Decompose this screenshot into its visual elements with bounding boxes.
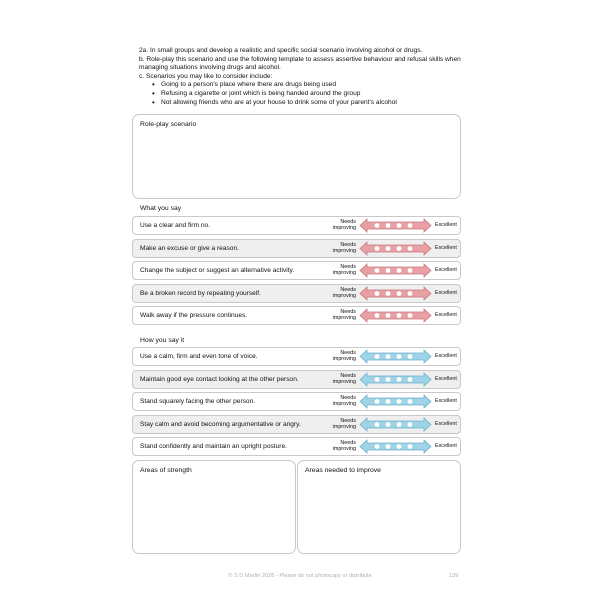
rating-scale-arrow[interactable] (359, 439, 432, 454)
rating-point[interactable] (375, 313, 380, 318)
rating-point[interactable] (408, 399, 413, 404)
rating-point[interactable] (386, 444, 391, 449)
criteria-text: Make an excuse or give a reason. (140, 244, 239, 252)
instruction-b: b. Role-play this scenario and use the following template to assess assertive behaviour and refusal skills when managing situations involving drugs and alcohol. (139, 55, 461, 72)
excellent-label: Excellent (435, 222, 457, 228)
rating-point[interactable] (375, 444, 380, 449)
rating-point[interactable] (408, 291, 413, 296)
rating-point[interactable] (397, 399, 402, 404)
needs-improving-label: Needs improving (332, 286, 356, 299)
criteria-row (132, 437, 461, 456)
rating-point[interactable] (408, 444, 413, 449)
rating-point[interactable] (386, 313, 391, 318)
how-you-say-it-heading: How you say it (140, 337, 185, 344)
rating-scale-arrow[interactable] (359, 286, 432, 301)
scenario-item: • Refusing a cigarette or joint which is being handed around the group (152, 90, 464, 99)
rating-point[interactable] (375, 268, 380, 273)
rating-scale-arrow[interactable] (359, 349, 432, 364)
excellent-label: Excellent (435, 289, 457, 296)
needs-improving-label: Needs improving (332, 350, 356, 363)
criteria-row (132, 370, 461, 389)
rating-point[interactable] (408, 422, 413, 427)
rating-scale-arrow[interactable] (359, 263, 432, 278)
criteria-text: Stay calm and avoid becoming argumentative or angry. (140, 420, 301, 428)
areas-to-improve-label: Areas needed to improve (305, 467, 381, 474)
rating-scale-arrow[interactable] (359, 241, 432, 256)
rating-point[interactable] (397, 377, 402, 382)
criteria-text: Be a broken record by repeating yourself. (140, 289, 261, 297)
areas-to-improve-box[interactable] (297, 460, 461, 554)
excellent-label: Excellent (435, 312, 457, 318)
footer-copyright: © S D Martin 2026 - Please do not photocopy or distribute (228, 573, 372, 579)
rating-point[interactable] (386, 377, 391, 382)
rating-point[interactable] (386, 246, 391, 251)
rating-scale-arrow[interactable] (359, 372, 432, 387)
rating-point[interactable] (375, 354, 380, 359)
needs-improving-label: Needs improving (332, 372, 356, 385)
rating-point[interactable] (408, 313, 413, 318)
excellent-label: Excellent (435, 398, 457, 404)
rating-point[interactable] (397, 354, 402, 359)
rating-point[interactable] (386, 399, 391, 404)
rating-point[interactable] (408, 246, 413, 251)
instructions (139, 47, 464, 107)
criteria-row (132, 261, 461, 280)
rating-point[interactable] (375, 291, 380, 296)
rating-point[interactable] (397, 291, 402, 296)
rating-point[interactable] (375, 422, 380, 427)
criteria-text: Stand confidently and maintain an upright posture. (140, 443, 287, 450)
needs-improving-label: Needs improving (332, 309, 356, 322)
rating-scale-arrow[interactable] (359, 417, 432, 432)
criteria-text: Stand squarely facing the other person. (140, 398, 256, 405)
scenario-list (139, 81, 464, 107)
criteria-text: Use a clear and firm no. (140, 222, 210, 229)
criteria-row (132, 347, 461, 366)
instruction-a: 2a. In small groups and develop a realistic and specific social scenario involving alcohol or drugs. (139, 47, 423, 54)
page-number: 139 (449, 573, 459, 579)
rating-point[interactable] (386, 268, 391, 273)
rating-point[interactable] (375, 223, 380, 228)
rating-point[interactable] (375, 399, 380, 404)
criteria-row (132, 415, 461, 434)
criteria-row (132, 306, 461, 325)
criteria-row (132, 392, 461, 411)
criteria-text: Use a calm, firm and even tone of voice. (140, 353, 258, 360)
criteria-text: Walk away if the pressure continues. (140, 312, 248, 319)
rating-scale-arrow[interactable] (359, 308, 432, 323)
instruction-c: c. Scenarios you may like to consider include: (139, 72, 273, 80)
needs-improving-label: Needs improving (332, 264, 356, 277)
needs-improving-label: Needs improving (332, 395, 356, 408)
needs-improving-label: Needs improving (332, 440, 356, 453)
excellent-label: Excellent (435, 244, 457, 251)
criteria-text: Change the subject or suggest an alternative activity. (140, 267, 295, 274)
criteria-row (132, 216, 461, 235)
rating-scale-arrow[interactable] (359, 394, 432, 409)
what-you-say-heading: What you say (140, 205, 182, 212)
rating-point[interactable] (397, 444, 402, 449)
rating-point[interactable] (397, 246, 402, 251)
excellent-label: Excellent (435, 353, 457, 359)
rating-point[interactable] (397, 223, 402, 228)
rating-point[interactable] (375, 377, 380, 382)
scenario-item: • Not allowing friends who are at your house to drink some of your parent's alcohol (152, 99, 464, 108)
rating-point[interactable] (375, 246, 380, 251)
excellent-label: Excellent (435, 420, 457, 427)
criteria-text: Maintain good eye contact looking at the other person. (140, 375, 299, 383)
roleplay-scenario-label: Role-play scenario (140, 121, 197, 128)
areas-of-strength-label: Areas of strength (140, 467, 192, 474)
rating-point[interactable] (397, 268, 402, 273)
criteria-row (132, 284, 461, 303)
needs-improving-label: Needs improving (332, 417, 356, 430)
needs-improving-label: Needs improving (332, 241, 356, 254)
rating-point[interactable] (408, 354, 413, 359)
excellent-label: Excellent (435, 375, 457, 382)
roleplay-scenario-box[interactable] (132, 114, 461, 199)
areas-of-strength-box[interactable] (132, 460, 296, 554)
excellent-label: Excellent (435, 267, 457, 273)
rating-scale-arrow[interactable] (359, 218, 432, 233)
criteria-row (132, 239, 461, 258)
rating-point[interactable] (386, 291, 391, 296)
needs-improving-label: Needs improving (332, 219, 356, 232)
rating-point[interactable] (397, 313, 402, 318)
rating-point[interactable] (386, 354, 391, 359)
rating-point[interactable] (408, 223, 413, 228)
excellent-label: Excellent (435, 443, 457, 449)
rating-point[interactable] (408, 268, 413, 273)
rating-point[interactable] (408, 377, 413, 382)
rating-point[interactable] (386, 422, 391, 427)
rating-point[interactable] (397, 422, 402, 427)
rating-point[interactable] (386, 223, 391, 228)
scenario-item: • Going to a person's place where there are drugs being used (152, 81, 464, 90)
